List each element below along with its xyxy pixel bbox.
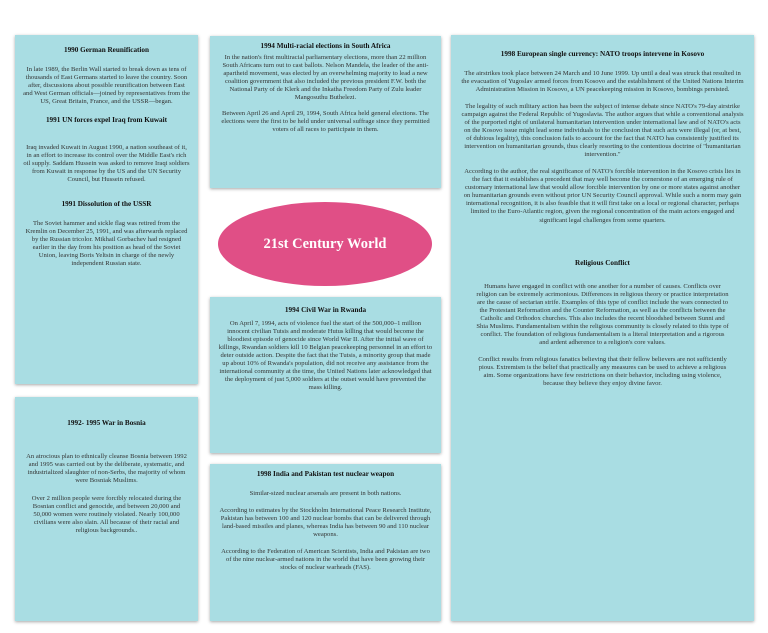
- section-text: Iraq invaded Kuwait in August 1990, a nation southeast of it, in an effort to increase its control over the Middle East's rich oil supply. Saddam Hussein was asked to remove Iraqi soldiers from Kuwait in response by the US and the UN Security Council, but Hussein refused.: [23, 144, 190, 184]
- section-text: Humans have engaged in conflict with one another for a number of causes. Conflicts over religion can be extremely acrimonious. Differences in religious theory or practice interpretation are the cause of sectarian strife. Examples of this type of conflict include the wars connected to the Protestant Reformation and the Counter Reformation, as well as the conflicts between the Catholic and Orthodox churches. This also includes the recent bloodshed between Sunni and Shia Muslims. Fundamentalism within the religious community is closely related to this type of conflict. The foundation of religious fundamentalism is a literal interpretation and a rigorous and ardent adherence to a religion's core values.: [476, 282, 729, 346]
- section-text: Between April 26 and April 29, 1994, South Africa held general elections. The elections were the first to be held under universal suffrage since they permitted voters of all races to participate in them.: [221, 110, 430, 134]
- section-german-reunification: [23, 46, 190, 106]
- section-title: 1991 Dissolution of the USSR: [61, 200, 152, 209]
- card-bosnia: [15, 397, 198, 621]
- section-text: Over 2 million people were forcibly relocated during the Bosnian conflict and genocide, and between 20,000 and 50,000 women were routinely violated. Nearly 100,000 civilians were also slain. All because of their racial and religious backgrounds..: [31, 495, 182, 535]
- section-text: In the nation's first multiracial parliamentary elections, more than 22 million South Africans turn out to cast ballots. Nelson Mandela, the leader of the anti-apartheid movement, was elected by an overwhelming majority to lead a new coalition government that also included the previous president F.W. both the National Party of de Klerk and the Inkatha Freedom Party of Zulu leader Mangosuthu Buthelezi.: [222, 54, 429, 102]
- card-rwanda: [210, 297, 441, 453]
- section-text: Similar-sized nuclear arsenals are present in both nations.: [249, 490, 402, 497]
- section-kosovo: [461, 50, 744, 225]
- section-title: 1990 German Reunification: [63, 46, 150, 54]
- section-text: According to the Federation of American Scientists, India and Pakistan are two of the nine nuclear-armed nations in the world that have been growing their stocks of nuclear warheads (FAS).: [221, 548, 430, 572]
- section-title: 1991 UN forces expel Iraq from Kuwait: [45, 116, 168, 125]
- section-religious-conflict: [461, 259, 744, 388]
- section-title: 1994 Multi-racial elections in South Africa: [260, 42, 391, 50]
- section-title: 1998 India and Pakistan test nuclear weapon: [256, 470, 395, 478]
- section-text: An atrocious plan to ethnically cleanse Bosnia between 1992 and 1995 was carried out by the deliberate, systematic, and industrialized slaughter of non-Serbs, the majority of whom were Bosniak Muslims.: [26, 453, 187, 485]
- section-text: The airstrikes took place between 24 March and 10 June 1999. Up until a deal was struck that resulted in the evacuation of Yugoslav armed forces from Kosovo and the establishment of the United Nations Interim Administration Mission in Kosovo, a UN peacekeeping mission in Kosovo, bombings persisted.: [461, 70, 744, 94]
- card-right: [451, 35, 754, 621]
- section-iraq-kuwait: [23, 116, 190, 184]
- section-title: 1998 European single currency: NATO troops intervene in Kosovo: [500, 50, 705, 58]
- section-title: Religious Conflict: [575, 258, 630, 267]
- card-left-top: [15, 35, 198, 384]
- section-text: Conflict results from religious fanatics believing that their fellow believers are not sufficiently pious. Extremism is the belief that practically any measures can be used to achieve a religious aim. Some organizations have few restrictions on their behavior, including using violence, because they believe they enjoy divine favor.: [478, 355, 727, 387]
- section-title: 1994 Civil War in Rwanda: [284, 306, 367, 314]
- section-text: On April 7, 1994, acts of violence fuel the start of the 500,000–1 million innocent civilian Tutsis and moderate Hutus killing that would become the bloodiest episode of genocide since World War II. After the initial wave of killings, Rwandan soldiers kill 10 Belgian peacekeeping personnel in an effort to deter outside action. Despite the fact that the Tutsis, a minority group that made up about 10% of Rwanda's population, did not receive any assistance from the international community at the time, the United Nations later acknowledged that the deployment of just 5,000 soldiers at the outset would have prevented the mass killing.: [218, 320, 433, 392]
- card-india-pakistan: [210, 464, 441, 621]
- card-south-africa: [210, 36, 441, 188]
- section-ussr-dissolution: [23, 200, 190, 268]
- section-text: The legality of such military action has been the subject of intense debate since NATO's 79-day airstrike campaign against the Federal Republic of Yugoslavia. The author argues that while a conventional analysis of the purported right of unilateral humanitarian intervention under international law and of NATO's acts on the Kosovo issue might lead some individuals to the conclusion that such acts were illegal (or, at best, of dubious legality), this conclusion fails to account for the fact that NATO has consistently justified its intervention on humanitarian grounds, thus clearly resorting to the contentious doctrine of "humanitarian intervention.": [461, 103, 744, 159]
- section-text: According to the author, the real significance of NATO's forcible intervention in the Kosovo crisis lies in the fact that it establishes a precedent that may well become the cornerstone of an emerging rule of customary international law that would allow forcible intervention by one or more states against another on humanitarian grounds even without prior UN Security Council approval. While such a norm may gain international recognition, it is also feasible that it will first take on a local or regional character, perhaps limited to the Euro-Atlantic region, given the regional concentration of the main actors engaged and significant legal challenges from some quarters.: [463, 168, 742, 224]
- section-text: In late 1989, the Berlin Wall started to break down as tens of thousands of East Germans started to leave the country. Soon after, discussions about possible reunification between East and West German officials—joined by representatives from the US, Great Britain, France, and the USSR—began.: [23, 66, 190, 106]
- section-title: 1992- 1995 War in Bosnia: [67, 419, 146, 427]
- center-title-oval: [218, 202, 432, 286]
- section-text: According to estimates by the Stockholm International Peace Research Institute, Pakistan has between 100 and 120 nuclear bombs that can be delivered through land-based missiles and planes, whereas India has between 90 and 110 nuclear weapons.: [219, 507, 432, 539]
- section-text: The Soviet hammer and sickle flag was retired from the Kremlin on December 25, 1991, and was afterwards replaced by the Russian tricolor. Mikhail Gorbachev had resigned earlier in the day from his position as head of the Soviet Union, leaving Boris Yeltsin in charge of the newly independent Russian state.: [25, 220, 188, 268]
- center-title: 21st Century World: [263, 235, 387, 252]
